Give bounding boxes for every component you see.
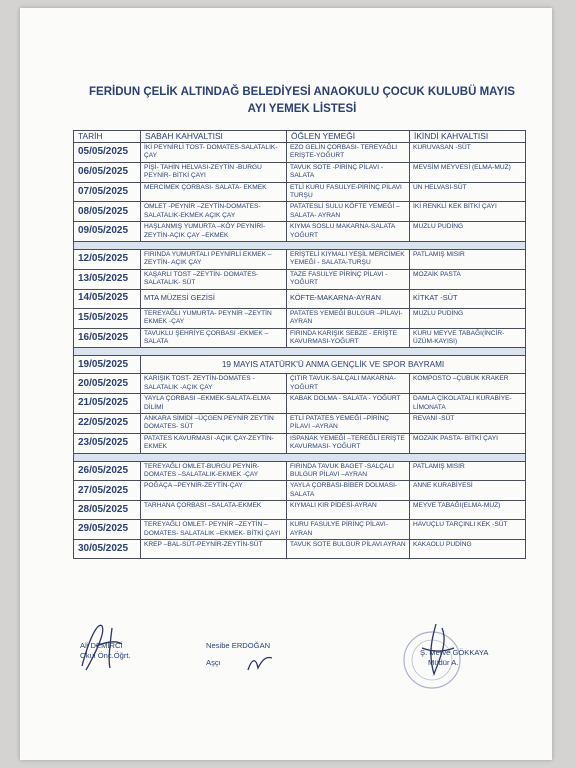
signature-cook — [206, 641, 270, 668]
breakfast-cell: TARHANA ÇORBASI –SALATA-EKMEK — [141, 501, 287, 520]
snack-cell: DAMLA ÇİKOLATALI KURABİYE-LİMONATA — [410, 394, 526, 414]
lunch-cell: YAYLA ÇORBASI-BİBER DOLMASI-SALATA — [287, 481, 410, 501]
lunch-cell: PATATES YEMEĞİ BULGUR –PİLAVI- AYRAN — [287, 308, 410, 328]
table-row — [74, 143, 526, 163]
table-row — [74, 289, 526, 308]
table-row — [74, 308, 526, 328]
lunch-cell: KABAK DOLMA - SALATA - YOĞURT — [287, 394, 410, 414]
snack-cell: KOMPOSTO –ÇUBUK KRAKER — [410, 374, 526, 394]
table-row — [74, 413, 526, 433]
lunch-cell: ETLİ PATATES YEMEĞİ –PİRİNÇ PİLAVI –AYRAN — [287, 413, 410, 433]
snack-cell: KİTKAT -SÜT — [410, 289, 526, 308]
separator-row — [74, 348, 526, 356]
date-cell: 29/05/2025 — [74, 520, 141, 540]
lunch-cell: TAVUK SOTE BULGUR PİLAVI AYRAN — [287, 540, 410, 559]
lunch-cell: ERİŞTELİ KIYMALI YEŞİL MERCİMEK YEMEĞİ - SALATA-TURŞU — [287, 250, 410, 270]
breakfast-cell: YAYLA ÇORBASI –EKMEK-SALATA-ELMA DİLİMİ — [141, 394, 287, 414]
meal-table — [73, 130, 526, 559]
signature-teacher — [80, 641, 131, 661]
lunch-cell: FIRINDA KARIŞIK SEBZE - ERİŞTE KAVURMASI-YOĞURT — [287, 328, 410, 348]
date-cell: 28/05/2025 — [74, 501, 141, 520]
date-cell: 08/05/2025 — [74, 202, 141, 222]
table-row — [74, 433, 526, 453]
snack-cell: MEYVE TABAĞI(ELMA-MUZ) — [410, 501, 526, 520]
breakfast-cell: PİŞİ- TAHİN HELVASI-ZEYTİN -BURGU PEYNİR- BİTKİ ÇAYI — [141, 162, 287, 182]
lunch-cell: FIRINDA TAVUK BAGET -SALÇALI BULGUR PİLAVI –AYRAN — [287, 461, 410, 481]
lunch-cell: KÖFTE-MAKARNA-AYRAN — [287, 289, 410, 308]
lunch-cell: ETLİ KURU FASULYE-PİRİNÇ PİLAVI TURŞU — [287, 182, 410, 202]
snack-cell: MOZAİK PASTA- BİTKİ ÇAYI — [410, 433, 526, 453]
header-lunch: ÖĞLEN YEMEĞİ — [287, 131, 410, 143]
lunch-cell: TAVUK SOTE -PİRİNÇ PİLAVI - SALATA — [287, 162, 410, 182]
breakfast-cell: OMLET -PEYNİR –ZEYTİN-DOMATES-SALATALIK-EKMEK AÇIK ÇAY — [141, 202, 287, 222]
snack-cell: İKİ RENKLİ KEK BİTKİ ÇAYI — [410, 202, 526, 222]
table-header-row — [74, 131, 526, 143]
breakfast-cell: İKİ PEYNİRLİ TOST- DOMATES-SALATALIK- ÇAY — [141, 143, 287, 163]
table-row — [74, 394, 526, 414]
date-cell: 20/05/2025 — [74, 374, 141, 394]
lunch-cell: TAZE FASULYE PİRİNÇ PİLAVI - YOĞURT — [287, 269, 410, 289]
breakfast-cell: TEREYAĞLI OMLET- PEYNİR –ZEYTİN –DOMATES- SALATALIK –EKMEK- BİTKİ ÇAYI — [141, 520, 287, 540]
lunch-cell: EZO GELİN ÇORBASI- TEREYAĞLI ERİŞTE-YOĞURT — [287, 143, 410, 163]
meal-table-body — [74, 143, 526, 559]
signature-role: Aşçı — [206, 658, 221, 667]
breakfast-cell: KREP –BAL-SÜT-PEYNİR-ZEYTİN-SÜT — [141, 540, 287, 559]
separator-cell — [74, 453, 526, 461]
date-cell: 15/05/2025 — [74, 308, 141, 328]
lunch-cell: PATATESLİ SULU KÖFTE YEMEĞİ – SALATA- AYRAN — [287, 202, 410, 222]
table-row — [74, 269, 526, 289]
breakfast-cell: HAŞLANMIŞ YUMURTA –KÖY PEYNİRİ-ZEYTİN-AÇIK ÇAY –EKMEK — [141, 222, 287, 242]
date-cell: 22/05/2025 — [74, 413, 141, 433]
snack-cell: MOZAİK PASTA — [410, 269, 526, 289]
snack-cell: ANNE KURABİYESİ — [410, 481, 526, 501]
table-row — [74, 520, 526, 540]
signature-principal — [420, 648, 489, 668]
breakfast-cell: KAŞARLI TOST –ZEYTİN- DOMATES-SALATALIK- SÜT — [141, 269, 287, 289]
snack-cell: PATLAMIŞ MISIR — [410, 461, 526, 481]
breakfast-cell: TAVUKLU ŞEHRİYE ÇORBASI -EKMEK –SALATA — [141, 328, 287, 348]
date-cell: 27/05/2025 — [74, 481, 141, 501]
header-snack: İKİNDİ KAHVALTISI — [410, 131, 526, 143]
separator-row — [74, 242, 526, 250]
date-cell: 21/05/2025 — [74, 394, 141, 414]
signature-role: Okul Önc.Öğrt. — [80, 651, 131, 660]
snack-cell: KURUVASAN -SÜT — [410, 143, 526, 163]
date-cell: 06/05/2025 — [74, 162, 141, 182]
header-date: TARİH — [74, 131, 141, 143]
separator-cell — [74, 242, 526, 250]
holiday-cell: 19 MAYIS ATATÜRK'Ü ANMA GENÇLİK VE SPOR BAYRAMI — [141, 356, 526, 374]
date-cell: 19/05/2025 — [74, 356, 141, 374]
signature-name: Nesibe ERDOĞAN — [206, 641, 271, 650]
date-cell: 12/05/2025 — [74, 250, 141, 270]
holiday-row — [74, 356, 526, 374]
table-row — [74, 222, 526, 242]
table-row — [74, 328, 526, 348]
date-cell: 16/05/2025 — [74, 328, 141, 348]
snack-cell: KURU MEYVE TABAĞI(İNCİR-ÜZÜM-KAYISI) — [410, 328, 526, 348]
breakfast-cell: POĞAÇA –PEYNİR-ZEYTİN-ÇAY — [141, 481, 287, 501]
date-cell: 26/05/2025 — [74, 461, 141, 481]
date-cell: 07/05/2025 — [74, 182, 141, 202]
document-title: FERİDUN ÇELİK ALTINDAĞ BELEDİYESİ ANAOKULU ÇOCUK KULUBÜ MAYIS AYI YEMEK LİSTESİ — [89, 86, 515, 115]
breakfast-cell: MTA MÜZESİ GEZİSİ — [141, 289, 287, 308]
breakfast-cell: MERCİMEK ÇORBASI- SALATA- EKMEK — [141, 182, 287, 202]
breakfast-cell: KARIŞIK TOST- ZEYTİN-DOMATES -SALATALIK -AÇIK ÇAY — [141, 374, 287, 394]
breakfast-cell: FIRINDA YUMURTALI PEYNİRLİ EKMEK –ZEYTİN- AÇIK ÇAY — [141, 250, 287, 270]
lunch-cell: KURU FASULYE PİRİNÇ PİLAVI-AYRAN — [287, 520, 410, 540]
date-cell: 05/05/2025 — [74, 143, 141, 163]
lunch-cell: KIYMA SOSLU MAKARNA-SALATA YOĞURT — [287, 222, 410, 242]
signature-role: Müdür A. — [428, 658, 459, 667]
table-row — [74, 182, 526, 202]
table-row — [74, 250, 526, 270]
table-row — [74, 202, 526, 222]
snack-cell: HAVUÇLU TARÇINLI KEK -SÜT — [410, 520, 526, 540]
table-row — [74, 162, 526, 182]
snack-cell: REVANİ -SÜT — [410, 413, 526, 433]
table-row — [74, 501, 526, 520]
snack-cell: KAKAOLU PUDİNG — [410, 540, 526, 559]
lunch-cell: KIYMALI KIR PİDESİ-AYRAN — [287, 501, 410, 520]
signature-name: Ali DEMİRCİ — [80, 641, 123, 650]
breakfast-cell: PATATES KAVURMASI -AÇIK ÇAY-ZEYTİN- EKMEK — [141, 433, 287, 453]
snack-cell: MUZLU PUDİNG — [410, 308, 526, 328]
snack-cell: MEVSİM MEYVESİ (ELMA-MUZ) — [410, 162, 526, 182]
separator-cell — [74, 348, 526, 356]
header-breakfast: SABAH KAHVALTISI — [141, 131, 287, 143]
lunch-cell: ISPANAK YEMEĞİ –TEREĞLİ ERİŞTE KAVURMASI- YOĞURT — [287, 433, 410, 453]
table-row — [74, 461, 526, 481]
table-row — [74, 374, 526, 394]
snack-cell: MUZLU PUDİNG — [410, 222, 526, 242]
signature-name: Ş. Merve GÖKKAYA — [420, 648, 489, 657]
date-cell: 14/05/2025 — [74, 289, 141, 308]
date-cell: 09/05/2025 — [74, 222, 141, 242]
date-cell: 30/05/2025 — [74, 540, 141, 559]
date-cell: 23/05/2025 — [74, 433, 141, 453]
breakfast-cell: TEREYAĞLI OMLET-BURGU PEYNİR-DOMATES –SALATALIK-EKMEK -ÇAY — [141, 461, 287, 481]
table-row — [74, 540, 526, 559]
lunch-cell: ÇITIR TAVUK-SALÇALI MAKARNA-YOĞURT — [287, 374, 410, 394]
breakfast-cell: ANKARA SİMİDİ –ÜÇGEN PEYNİR ZEYTİN DOMATES- SÜT — [141, 413, 287, 433]
table-row — [74, 481, 526, 501]
snack-cell: UN HELVASI-SÜT — [410, 182, 526, 202]
separator-row — [74, 453, 526, 461]
breakfast-cell: TEREYAĞLI YUMURTA- PEYNİR –ZEYTİN EKMEK -ÇAY — [141, 308, 287, 328]
menu-document — [20, 8, 552, 760]
date-cell: 13/05/2025 — [74, 269, 141, 289]
snack-cell: PATLAMIŞ MISIR — [410, 250, 526, 270]
